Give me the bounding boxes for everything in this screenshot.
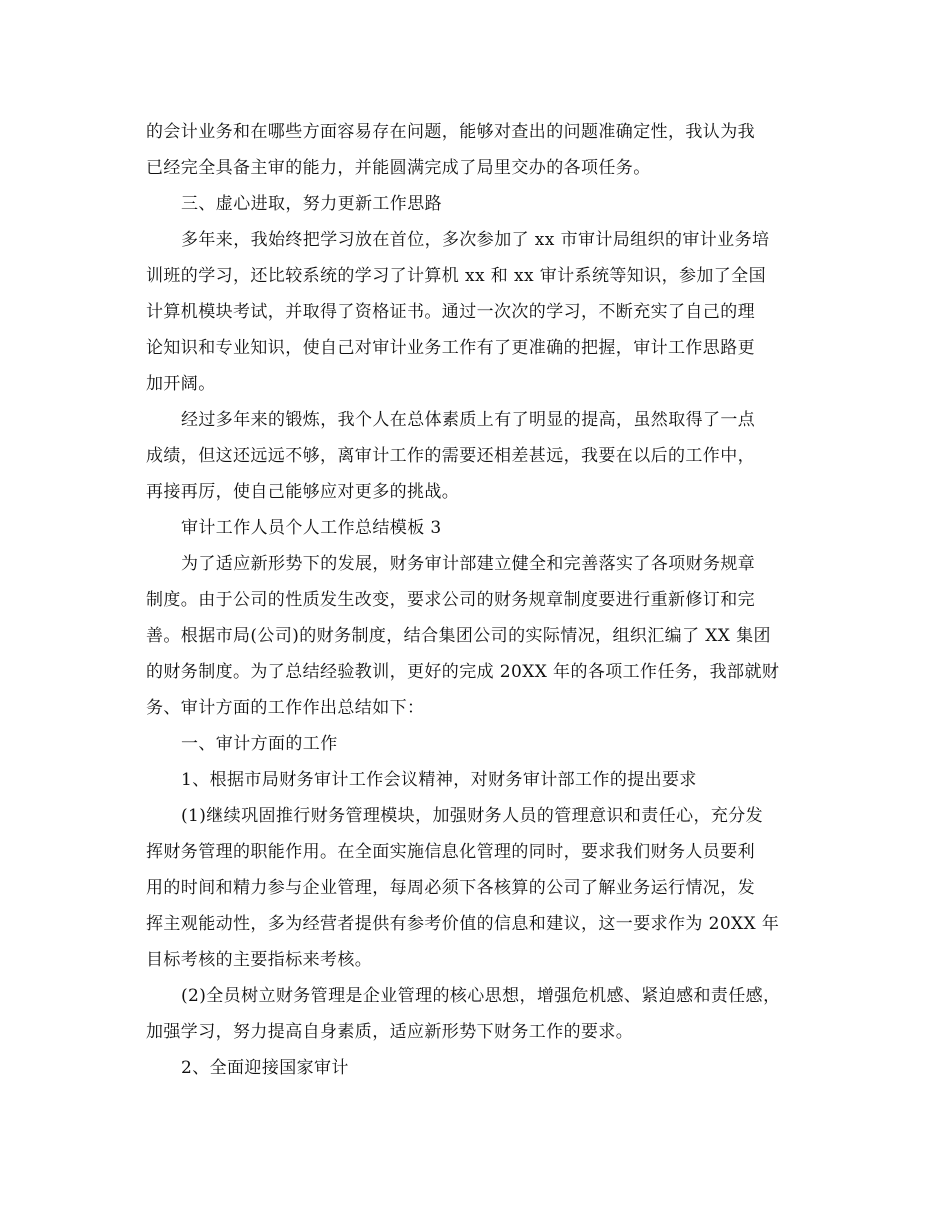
text-line: 审计工作人员个人工作总结模板 3 [181,518,442,538]
text-line: 已经完全具备主审的能力，并能圆满完成了局里交办的各项任务。 [146,158,651,178]
text-line: 1、根据市局财务审计工作会议精神，对财务审计部工作的提出要求 [181,770,697,790]
text-line: 务、审计方面的工作作出总结如下： [146,698,425,718]
text-line: 经过多年来的锻炼，我个人在总体素质上有了明显的提高，虽然取得了一点 [181,410,756,430]
text-line: 的会计业务和在哪些方面容易存在问题，能够对查出的问题准确定性，我认为我 [146,122,755,142]
text-line: 成绩，但这还远远不够，离审计工作的需要还相差甚远，我要在以后的工作中， [146,446,755,466]
document-body [146,114,826,1086]
text-line: 的财务制度。为了总结经验教训，更好的完成 20XX 年的各项工作任务，我部就财 [146,662,780,682]
text-line: 再接再厉，使自己能够应对更多的挑战。 [146,482,460,502]
text-line: 训班的学习，还比较系统的学习了计算机 xx 和 xx 审计系统等知识，参加了全国 [146,266,766,286]
text-line: 2、全面迎接国家审计 [181,1058,349,1078]
text-line: 善。根据市局(公司)的财务制度，结合集团公司的实际情况，组织汇编了 XX 集团 [146,626,771,646]
text-line: 加开阔。 [146,374,216,394]
text-line: 挥财务管理的职能作用。在全面实施信息化管理的同时，要求我们财务人员要利 [146,842,755,862]
text-line: 制度。由于公司的性质发生改变，要求公司的财务规章制度要进行重新修订和完 [146,590,755,610]
text-line: 多年来，我始终把学习放在首位，多次参加了 xx 市审计局组织的审计业务培 [181,230,770,250]
text-line: 加强学习，努力提高自身素质，适应新形势下财务工作的要求。 [146,1022,634,1042]
text-line: 论知识和专业知识，使自己对审计业务工作有了更准确的把握，审计工作思路更 [146,338,755,358]
text-line: 为了适应新形势下的发展，财务审计部建立健全和完善落实了各项财务规章 [181,554,756,574]
text-line: (2)全员树立财务管理是企业管理的核心思想，增强危机感、紧迫感和责任感， [181,986,781,1006]
text-line: 用的时间和精力参与企业管理，每周必须下各核算的公司了解业务运行情况，发 [146,878,755,898]
text-line: 计算机模块考试，并取得了资格证书。通过一次次的学习，不断充实了自己的理 [146,302,755,322]
text-line: 挥主观能动性，多为经营者提供有参考价值的信息和建议，这一要求作为 20XX 年 [146,914,780,934]
text-line: 三、虚心进取，努力更新工作思路 [181,194,442,214]
text-line: 目标考核的主要指标来考核。 [146,950,373,970]
text-line: 一、审计方面的工作 [181,734,338,754]
text-line: (1)继续巩固推行财务管理模块，加强财务人员的管理意识和责任心，充分发 [181,806,764,826]
